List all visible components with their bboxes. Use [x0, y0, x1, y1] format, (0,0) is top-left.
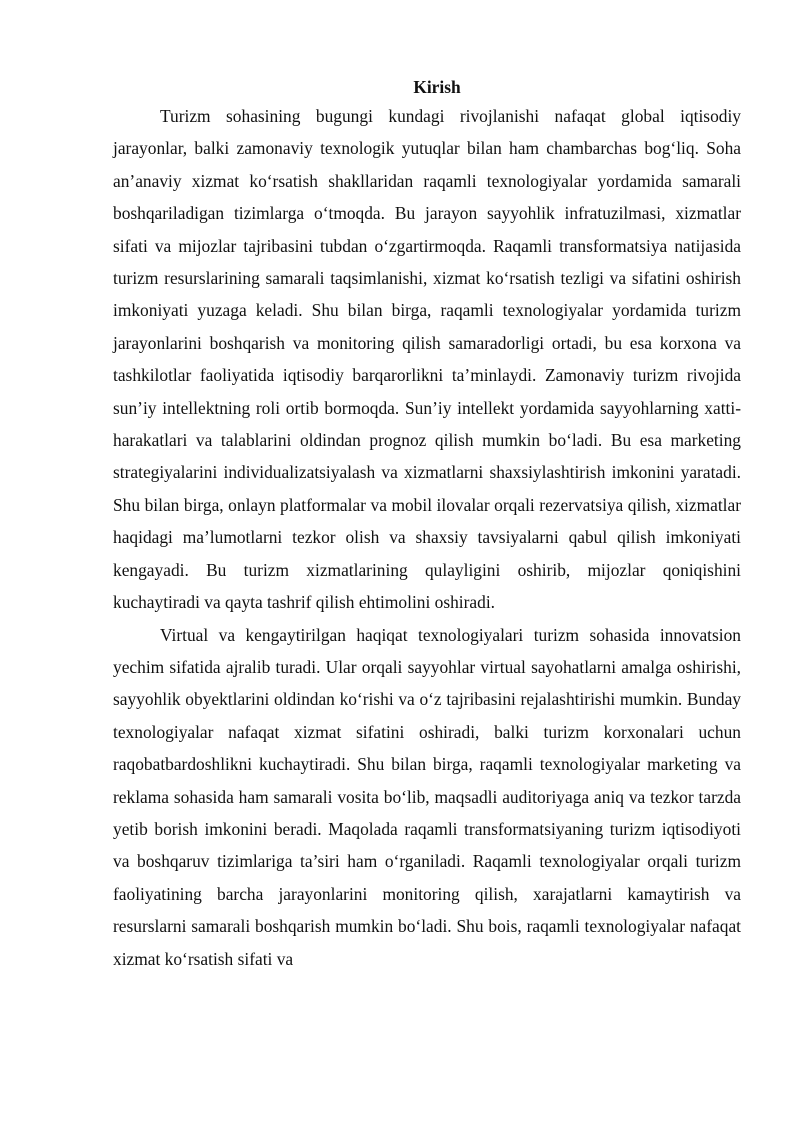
paragraph-1: Turizm sohasining bugungi kundagi rivojlanishi nafaqat global iqtisodiy jarayonlar, balki zamonaviy texnologik yutuqlar bilan ham chambarchas bog‘liq. Soha an’anaviy xizmat ko‘rsatish shakllaridan raqamli texnologiyalar yordamida samarali boshqariladigan tizimlarga o‘tmoqda. Bu jarayon sayyohlik infratuzilmasi, xizmatlar sifati va mijozlar tajribasini tubdan o‘zgartirmoqda. Raqamli transformatsiya natijasida turizm resurslarining samarali taqsimlanishi, xizmat ko‘rsatish tezligi va sifatini oshirish imkoniyati yuzaga keladi. Shu bilan birga, raqamli texnologiyalar yordamida turizm jarayonlarini boshqarish va monitoring qilish samaradorligi ortadi, bu esa korxona va tashkilotlar faoliyatida iqtisodiy barqarorlikni ta’minlaydi. Zamonaviy turizm rivojida sun’iy intellektning roli ortib bormoqda. Sun’iy intellekt yordamida sayyohlarning xatti-harakatlari va talablarini oldindan prognoz qilish mumkin bo‘ladi. Bu esa marketing strategiyalarini individualizatsiyalash va xizmatlarni shaxsiylashtirish imkonini yaratadi. Shu bilan birga, onlayn platformalar va mobil ilovalar orqali rezervatsiya qilish, xizmatlar haqidagi ma’lumotlarni tezkor olish va shaxsiy tavsiyalarni qabul qilish imkoniyati kengayadi. Bu turizm xizmatlarining qulayligini oshirib, mijozlar qoniqishini kuchaytiradi va qayta tashrif qilish ehtimolini oshiradi.	[113, 106, 741, 613]
section-title: Kirish	[413, 77, 461, 97]
document-page	[113, 76, 741, 975]
paragraph-2: Virtual va kengaytirilgan haqiqat texnologiyalari turizm sohasida innovatsion yechim sifatida ajralib turadi. Ular orqali sayyohlar virtual sayohatlarni amalga oshirishi, sayyohlik obyektlarini oldindan ko‘rishi va o‘z tajribasini rejalashtirishi mumkin. Bunday texnologiyalar nafaqat xizmat sifatini oshiradi, balki turizm korxonalari uchun raqobatbardoshlikni kuchaytiradi. Shu bilan birga, raqamli texnologiyalar marketing va reklama sohasida ham samarali vosita bo‘lib, maqsadli auditoriyaga aniq va tezkor tarzda yetib borish imkonini beradi. Maqolada raqamli transformatsiyaning turizm iqtisodiyoti va boshqaruv tizimlariga ta’siri ham o‘rganiladi. Raqamli texnologiyalar orqali turizm faoliyatining barcha jarayonlarini monitoring qilish, xarajatlarni kamaytirish va resurslarni samarali boshqarish mumkin bo‘ladi. Shu bois, raqamli texnologiyalar nafaqat xizmat ko‘rsatish sifati va	[113, 624, 741, 969]
